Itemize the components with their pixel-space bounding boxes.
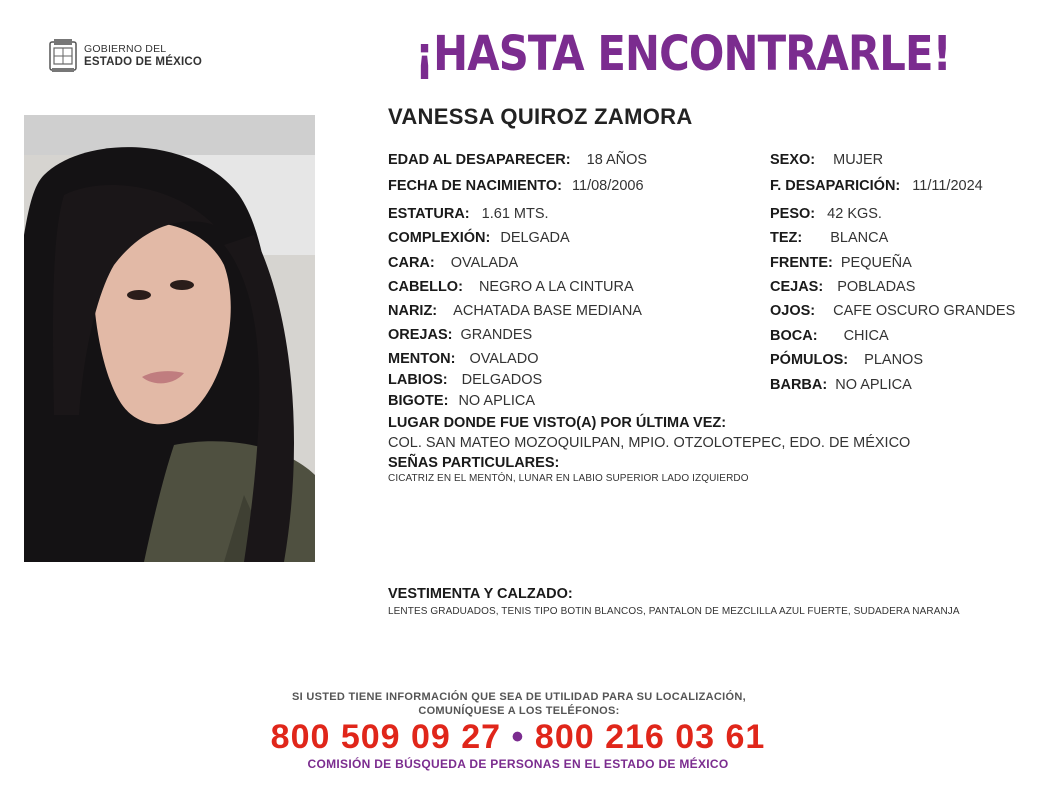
field-eyebrows [770, 279, 915, 295]
coat-of-arms-icon [48, 38, 78, 74]
field-label: BIGOTE: [388, 393, 449, 409]
phone-number-1[interactable]: 800 509 09 27 [270, 718, 502, 756]
field-value: 18 AÑOS [586, 152, 648, 168]
field-complexion [770, 230, 888, 246]
logo-line2: ESTADO DE MÉXICO [84, 56, 202, 68]
field-value: DELGADOS [461, 372, 543, 388]
logo-line1: GOBIERNO DEL [84, 43, 167, 55]
field-beard [770, 377, 912, 393]
field-face [388, 255, 518, 271]
field-value: CHICA [843, 328, 889, 344]
field-label: OJOS: [770, 303, 816, 319]
field-label: TEZ: [770, 230, 803, 246]
field-label: BARBA: [770, 377, 828, 393]
marks-label: SEÑAS PARTICULARES: [388, 455, 560, 471]
field-label: FECHA DE NACIMIENTO: [388, 178, 562, 194]
field-chin [388, 351, 538, 367]
commission-name: COMISIÓN DE BÚSQUEDA DE PERSONAS EN EL ESTADO DE MÉXICO [307, 757, 729, 771]
field-label: LABIOS: [388, 372, 448, 388]
field-cheekbones [770, 352, 923, 368]
field-label: ESTATURA: [388, 206, 470, 222]
field-label: FRENTE: [770, 255, 833, 271]
field-label: NARIZ: [388, 303, 438, 319]
field-lips [388, 372, 542, 388]
portrait-illustration [24, 115, 315, 562]
field-sex [770, 152, 883, 168]
field-value: OVALADO [469, 351, 539, 367]
field-label: MENTON: [388, 351, 456, 367]
field-value: PLANOS [864, 352, 924, 368]
field-label: CARA: [388, 255, 435, 271]
field-mouth [770, 328, 889, 344]
field-nose [388, 303, 642, 319]
field-value: NEGRO A LA CINTURA [478, 279, 634, 295]
field-eyes [770, 303, 1015, 319]
phone-number-2[interactable]: 800 216 03 61 [534, 718, 766, 756]
field-label: EDAD AL DESAPARECER: [388, 152, 571, 168]
field-age [388, 152, 647, 168]
field-label: PESO: [770, 206, 816, 222]
field-value: NO APLICA [835, 377, 912, 393]
field-value: OVALADA [450, 255, 519, 271]
field-value: ACHATADA BASE MEDIANA [453, 303, 642, 319]
last-seen-value: COL. SAN MATEO MOZOQUILPAN, MPIO. OTZOLOTEPEC, EDO. DE MÉXICO [388, 435, 911, 451]
field-weight [770, 206, 882, 222]
person-photo [24, 115, 315, 562]
person-name: VANESSA QUIROZ ZAMORA [388, 104, 693, 129]
field-value: CAFE OSCURO GRANDES [833, 303, 1016, 319]
info-line1: SI USTED TIENE INFORMACIÓN QUE SEA DE UTILIDAD PARA SU LOCALIZACIÓN, [292, 691, 746, 703]
field-label: CABELLO: [388, 279, 463, 295]
field-value: 1.61 MTS. [481, 206, 549, 222]
field-label: CEJAS: [770, 279, 824, 295]
field-forehead [770, 255, 912, 271]
field-label: F. DESAPARICIÓN: [770, 178, 901, 194]
phone-separator: • [511, 718, 525, 756]
field-value: POBLADAS [837, 279, 916, 295]
clothing-label: VESTIMENTA Y CALZADO: [388, 586, 573, 602]
field-ears [388, 327, 532, 343]
field-label: BOCA: [770, 328, 818, 344]
info-line2: COMUNÍQUESE A LOS TELÉFONOS: [418, 705, 620, 717]
field-label: COMPLEXIÓN: [388, 230, 491, 246]
field-value: 11/11/2024 [912, 178, 983, 194]
government-logo [48, 38, 202, 74]
field-value: NO APLICA [458, 393, 536, 409]
field-value: GRANDES [460, 327, 533, 343]
field-mustache [388, 393, 535, 409]
field-hair [388, 279, 634, 295]
field-label: OREJAS: [388, 327, 453, 343]
last-seen-label: LUGAR DONDE FUE VISTO(A) POR ÚLTIMA VEZ: [388, 415, 727, 431]
field-disappearance-date [770, 178, 983, 194]
field-label: PÓMULOS: [770, 352, 849, 368]
field-value: 42 KGS. [827, 206, 882, 222]
field-build [388, 230, 570, 246]
field-height [388, 206, 549, 222]
field-value: MUJER [833, 152, 884, 168]
field-value: PEQUEÑA [840, 255, 912, 271]
field-value: DELGADA [500, 230, 570, 246]
field-birthdate [388, 178, 644, 194]
phone-numbers [0, 718, 1036, 757]
field-value: BLANCA [830, 230, 889, 246]
headline: ¡HASTA ENCONTRARLE! [415, 26, 951, 82]
clothing-value: LENTES GRADUADOS, TENIS TIPO BOTIN BLANCOS, PANTALON DE MEZCLILLA AZUL FUERTE, SUDADERA NARANJA [388, 606, 960, 617]
field-value: 11/08/2006 [572, 178, 644, 194]
field-label: SEXO: [770, 152, 816, 168]
marks-value: CICATRIZ EN EL MENTÓN, LUNAR EN LABIO SUPERIOR LADO IZQUIERDO [388, 473, 749, 484]
